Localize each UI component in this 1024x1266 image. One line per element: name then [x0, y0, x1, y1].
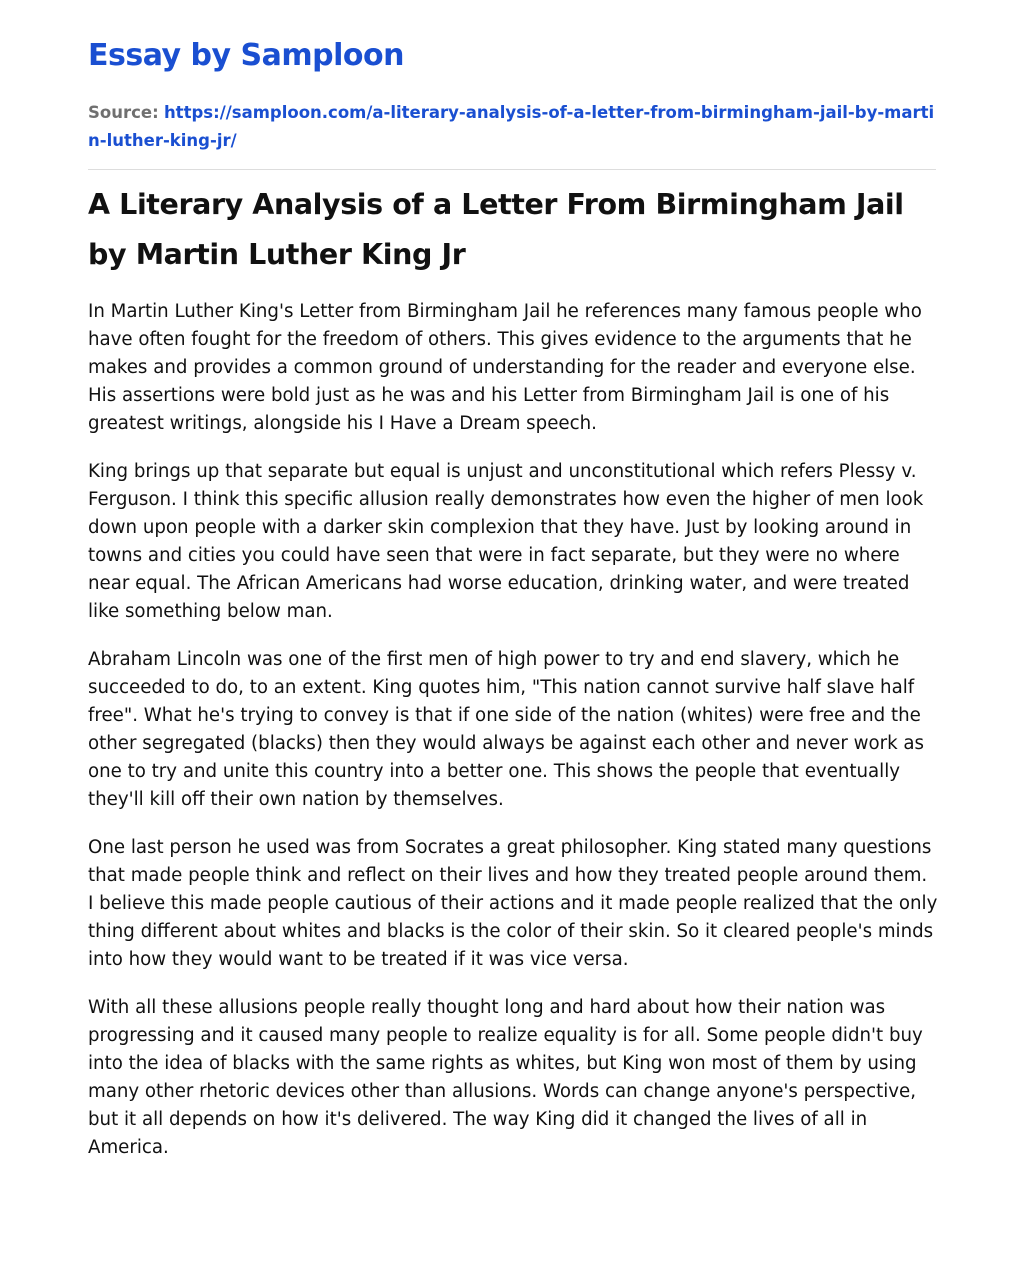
essay-body — [88, 298, 938, 1182]
essay-paragraph: King brings up that separate but equal is unjust and unconstitutional which refers Plessy v. Ferguson. I think this specific allusion really demonstrates how even the higher of men look down upon people with a darker skin complexion that they have. Just by looking around in towns and cities you could have seen that were in fact separate, but they were no where near equal. The African Americans had worse education, drinking water, and were treated like something below man. — [88, 461, 924, 622]
essay-title: A Literary Analysis of a Letter From Birmingham Jail by Martin Luther King Jr — [88, 188, 904, 271]
source-line — [88, 99, 936, 155]
essay-paragraph: With all these allusions people really thought long and hard about how their nation was progressing and it caused many people to realize equality is for all. Some people didn't buy into the idea of blacks with the same rights as whites, but King won most of them by using many other rhetoric devices other than allusions. Words can change anyone's perspective, but it all depends on how it's delivered. The way King did it changed the lives of all in America. — [88, 997, 923, 1158]
source-link[interactable]: https://samploon.com/a-literary-analysis-of-a-letter-from-birmingham-jail-by-martin-luther-king-jr/ — [88, 103, 935, 150]
site-brand-title: Essay by Samploon — [88, 38, 404, 73]
essay-paragraph: In Martin Luther King's Letter from Birmingham Jail he references many famous people who have often fought for the freedom of others. This gives evidence to the arguments that he makes and provides a common ground of understanding for the reader and everyone else. His assertions were bold just as he was and his Letter from Birmingham Jail is one of his greatest writings, alongside his I Have a Dream speech. — [88, 301, 922, 434]
essay-paragraph: Abraham Lincoln was one of the first men of high power to try and end slavery, which he succeeded to do, to an extent. King quotes him, "This nation cannot survive half slave half free". What he's trying to convey is that if one side of the nation (whites) were free and the other segregated (blacks) then they would always be against each other and never work as one to try and unite this country into a better one. This shows the people that eventually they'll kill off their own nation by themselves. — [88, 649, 925, 810]
essay-paragraph: One last person he used was from Socrates a great philosopher. King stated many questions that made people think and reflect on their lives and how they treated people around them. I believe this made people cautious of their actions and it made people realized that the only thing different about whites and blacks is the color of their skin. So it cleared people's minds into how they would want to be treated if it was vice versa. — [88, 837, 938, 970]
source-label: Source: — [88, 103, 159, 122]
header-divider — [88, 169, 936, 170]
